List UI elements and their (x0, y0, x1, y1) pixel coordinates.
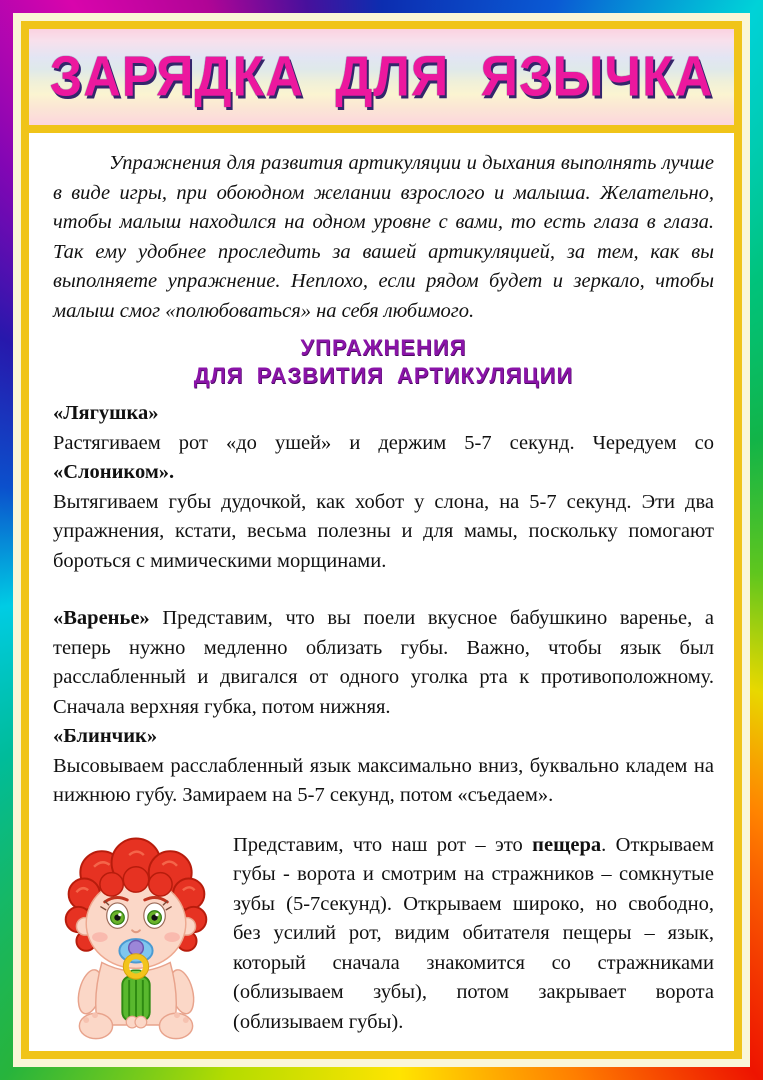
exercise-text: Вытягиваем губы дудочкой, как хобот у слона, на 5-7 секунд. Эти два упражнения, кстати, весьма полезны и для мамы, поскольку помогают бороться с мимическими морщинами. (53, 490, 714, 572)
cave-exercise-block (53, 831, 714, 1049)
title-banner (29, 29, 734, 133)
exercise-text: . Открываем губы - ворота и смотрим на стражников – сомкнутые зубы (5-7секунд). Открываем широко, но свободно, без усилий рот, видим обитателя пещеры – язык, который сначала знакомится со стражниками (облизываем зубы), потом закрывает ворота (облизываем губы). (233, 833, 714, 1033)
exercise-paragraph (53, 604, 714, 722)
exercise-name: «Лягушка» (53, 402, 159, 425)
subtitle-line-2: ДЛЯ РАЗВИТИЯ АРТИКУЛЯЦИИ (193, 362, 574, 388)
exercise-name: «Слоником». (53, 461, 175, 484)
exercise-text: Высовываем расслабленный язык максимально вниз, буквально кладем на нижнюю губу. Замираем на 5-7 секунд, потом «съедаем». (53, 754, 714, 807)
exercise-paragraph (53, 722, 714, 811)
exercise-paragraph (53, 399, 714, 576)
exercise-name: «Варенье» (53, 607, 163, 630)
exercise-name: «Блинчик» (53, 725, 158, 748)
intro-paragraph: Упражнения для развития артикуляции и дыхания выполнять лучше в виде игры, при обоюдном желании взрослого и малыша. Желательно, чтобы малыш находился на одном уровне с вами, то есть глаза в глаза. Так ему удобнее проследить за вашей артикуляцией, за тем, как вы выполняете упражнение. Неплохо, если рядом будет и зеркало, чтобы малыш смог «полюбоваться» на себя любимого. (53, 152, 714, 322)
exercise-text: Представим, что наш рот – это (233, 833, 533, 856)
cream-border (13, 13, 750, 1067)
subtitle-line-1: УПРАЖНЕНИЯ (300, 335, 467, 361)
gold-frame (21, 21, 742, 1059)
exercise-text: Растягиваем рот «до ушей» и держим 5-7 секунд. Чередуем со (53, 431, 714, 454)
exercise-paragraphs (53, 399, 714, 811)
exercise-text: Представим, что вы поели вкусное бабушкино варенье, а теперь нужно медленно облизать губы. Важно, чтобы язык был расслабленный и двигался от одного уголка рта к противоположному. Сначала верхняя губка, потом нижняя. (53, 607, 714, 718)
baby-illustration (53, 833, 219, 1049)
exercise-name: пещера (532, 833, 602, 856)
page-title: ЗАРЯДКА ДЛЯ ЯЗЫЧКА (49, 45, 714, 109)
content-area (29, 133, 734, 1051)
section-subtitle (53, 334, 714, 389)
